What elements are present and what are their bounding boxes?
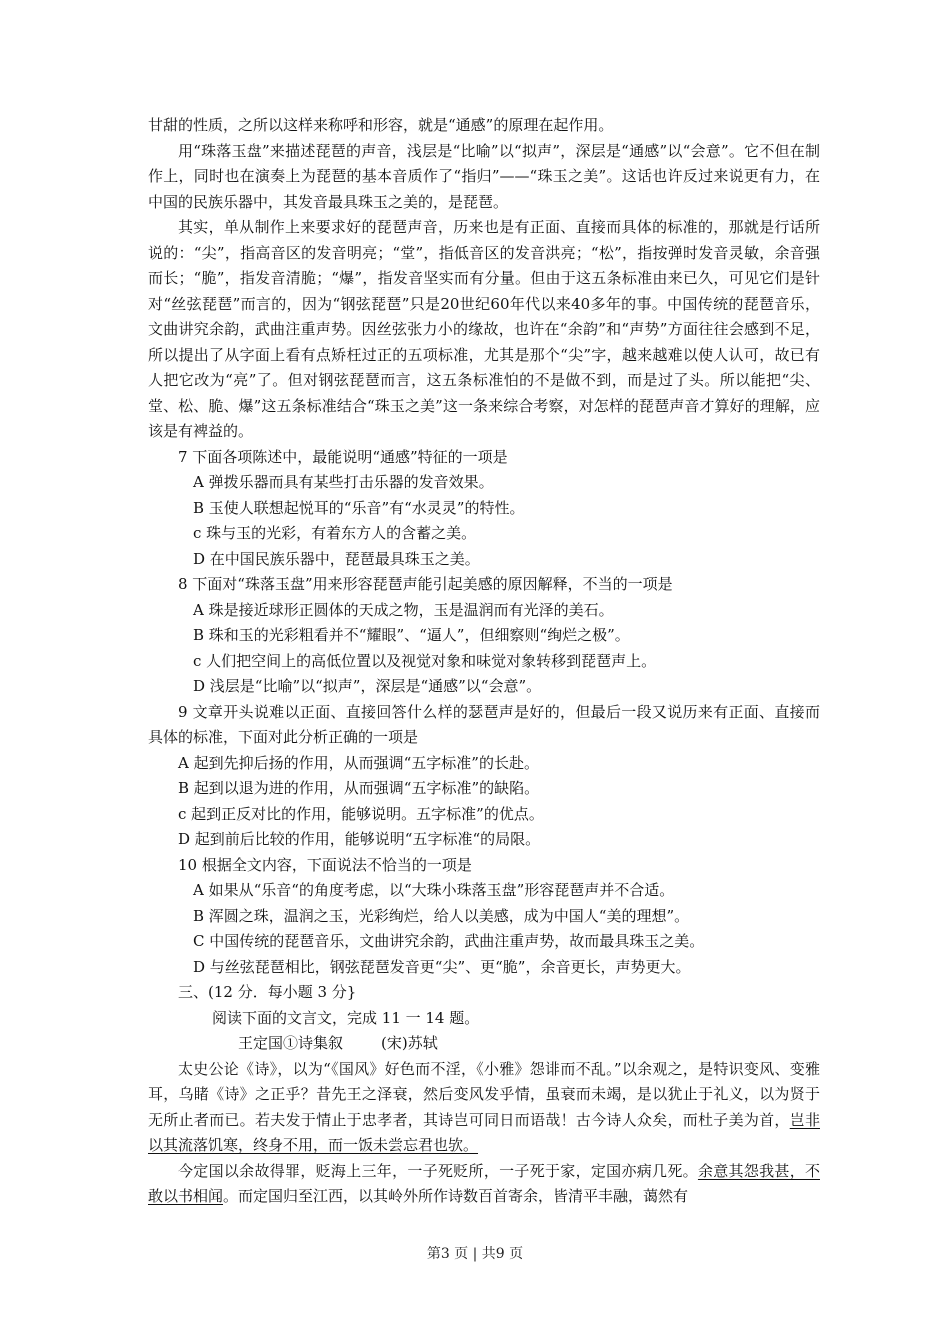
section-heading: 三、(12 分．每小题 3 分} xyxy=(178,983,357,1001)
option-a: A 如果从“乐音“的角度考虑，以“大珠小珠落玉盘”形容琵琶声并不合适。 xyxy=(193,881,675,899)
underlined-sentence: 岂非以其流落饥寒，终身不用，而一饭未尝忘君也欤。 xyxy=(148,1110,820,1154)
text-run: 。而定国归至江西，以其岭外所作诗数百首寄余，皆清平丰融，蔼然有 xyxy=(223,1187,689,1205)
option-d: D 与丝弦琵琶相比，钢弦琵琶发音更“尖”、更“脆”，余音更长，声势更大。 xyxy=(193,957,691,976)
question-8 xyxy=(148,572,820,700)
question-stem: 8 下面对“珠落玉盘”用来形容琵琶声能引起美感的原因解释，不当的一项是 xyxy=(178,575,673,593)
option-c: C 中国传统的琵琶音乐，文曲讲究余韵，武曲注重声势，故而最具珠玉之美。 xyxy=(193,932,705,950)
option-b: B 玉使人联想起悦耳的“乐音”有“水灵灵”的特性。 xyxy=(193,498,525,517)
text-run: 太史公论《诗》，以为“《国风》好色而不淫，《小雅》怨诽而不乱。”以余观之，是特识变风、变雅耳，乌睹《诗》之正乎？昔先王之泽衰，然后变风发乎情，虽衰而未竭，是以犹止于礼义，以为贤于无所止者而已。若夫发于情止于忠孝者，其诗岂可同日而语哉！古今诗人众矣，而杜子美为首， xyxy=(148,1059,820,1129)
underlined-sentence: 余意其怨我甚，不敢以书相闻 xyxy=(148,1161,820,1205)
paragraph-continuation: 甘甜的性质，之所以这样来称呼和形容，就是“通感”的原理在起作用。 xyxy=(148,116,614,134)
classical-paragraph-1 xyxy=(148,1057,820,1159)
passage-title: 王定国①诗集叙 xyxy=(238,1034,344,1052)
option-c: c 起到正反对比的作用，能够说明。五字标准”的优点。 xyxy=(178,804,544,823)
page-content xyxy=(148,113,820,1210)
question-9 xyxy=(148,700,820,853)
option-b: B 浑圆之珠，温润之玉，光彩绚烂，给人以美感，成为中国人“美的理想”。 xyxy=(193,906,690,925)
question-10 xyxy=(148,853,820,981)
option-d: D 起到前后比较的作用，能够说明“五字标准“的局限。 xyxy=(178,830,541,848)
option-b: B 起到以退为进的作用，从而强调“五字标准”的缺陷。 xyxy=(178,779,540,797)
paragraph-five-standards: 其实，单从制作上来要求好的琵琶声音，历来也是有正面、直接而具体的标准的，那就是行话所说的：“尖”，指高音区的发音明亮；“堂”，指低音区的发音洪亮；“松”，指按弹时发音灵敏，余音强而长；“脆”，指发音清脆；“爆”，指发音坚实而有分量。但由于这五条标准由来已久，可见它们是针对“丝弦琵琶”而言的，因为“钢弦琵琶”只是20世纪60年代以来40多年的事。中国传统的琵琶音乐，文曲讲究余韵，武曲注重声势。因丝弦张力小的缘故，也许在“余韵”和“声势”方面往往会感到不足，所以提出了从字面上看有点矫枉过正的五项标准，尤其是那个“尖”字，越来越难以使人认可，故已有人把它改为“亮”了。但对钢弦琵琶而言，这五条标准怕的不是做不到，而是过了头。所以能把“尖、堂、松、脆、爆”这五条标准结合“珠玉之美”这一条来综合考察，对怎样的琵琶声音才算好的理解，应该是有裨益的。 xyxy=(148,218,820,440)
page-footer: 第3 页 | 共9 页 xyxy=(426,1246,524,1262)
option-d: D 在中国民族乐器中，琵琶最具珠玉之美。 xyxy=(193,549,480,568)
passage-author: (宋)苏轼 xyxy=(381,1034,438,1052)
option-c: c 珠与玉的光彩，有着东方人的含蓄之美。 xyxy=(193,524,477,542)
section-instruction: 阅读下面的文言文，完成 11 一 14 题。 xyxy=(212,1008,480,1027)
option-a: A 珠是接近球形正圆体的天成之物，玉是温润而有光泽的美石。 xyxy=(193,600,614,619)
paragraph-pearl-jade: 用“珠落玉盘”来描述琵琶的声音，浅层是“比喻”以“拟声”，深层是“通感”以“会意”。它不但在制作上，同时也在演奏上为琵琶的基本音质作了“指归”——“珠玉之美”。这话也许反过来说更有力，在中国的民族乐器中，其发音最具珠玉之美的，是琵琶。 xyxy=(148,141,820,211)
option-d: D 浅层是“比喻”以“拟声”，深层是“通感”以“会意”。 xyxy=(193,677,542,695)
question-stem: 9 文章开头说难以正面、直接回答什么样的瑟琶声是好的，但最后一段又说历来有正面、直接而具体的标准，下面对此分析正确的一项是 xyxy=(148,702,820,746)
question-stem: 10 根据全文内容，下面说法不恰当的一项是 xyxy=(178,855,472,874)
question-stem: 7 下面各项陈述中，最能说明“通感”特征的一项是 xyxy=(178,447,508,466)
option-b: B 珠和玉的光彩粗看并不“耀眼”、“逼人”，但细察则“绚烂之极”。 xyxy=(193,626,630,644)
option-c: c 人们把空间上的高低位置以及视觉对象和味觉对象转移到琵琶声上。 xyxy=(193,651,657,670)
classical-paragraph-2 xyxy=(148,1159,820,1210)
text-run: 今定国以余故得罪，贬海上三年，一子死贬所，一子死于家，定国亦病几死。 xyxy=(178,1161,698,1180)
option-a: A 弹拨乐器而具有某些打击乐器的发音效果。 xyxy=(193,473,494,491)
option-a: A 起到先抑后扬的作用，从而强调“五字标准”的长赴。 xyxy=(178,753,539,772)
question-7 xyxy=(148,445,820,573)
passage-title-line xyxy=(148,1031,820,1057)
